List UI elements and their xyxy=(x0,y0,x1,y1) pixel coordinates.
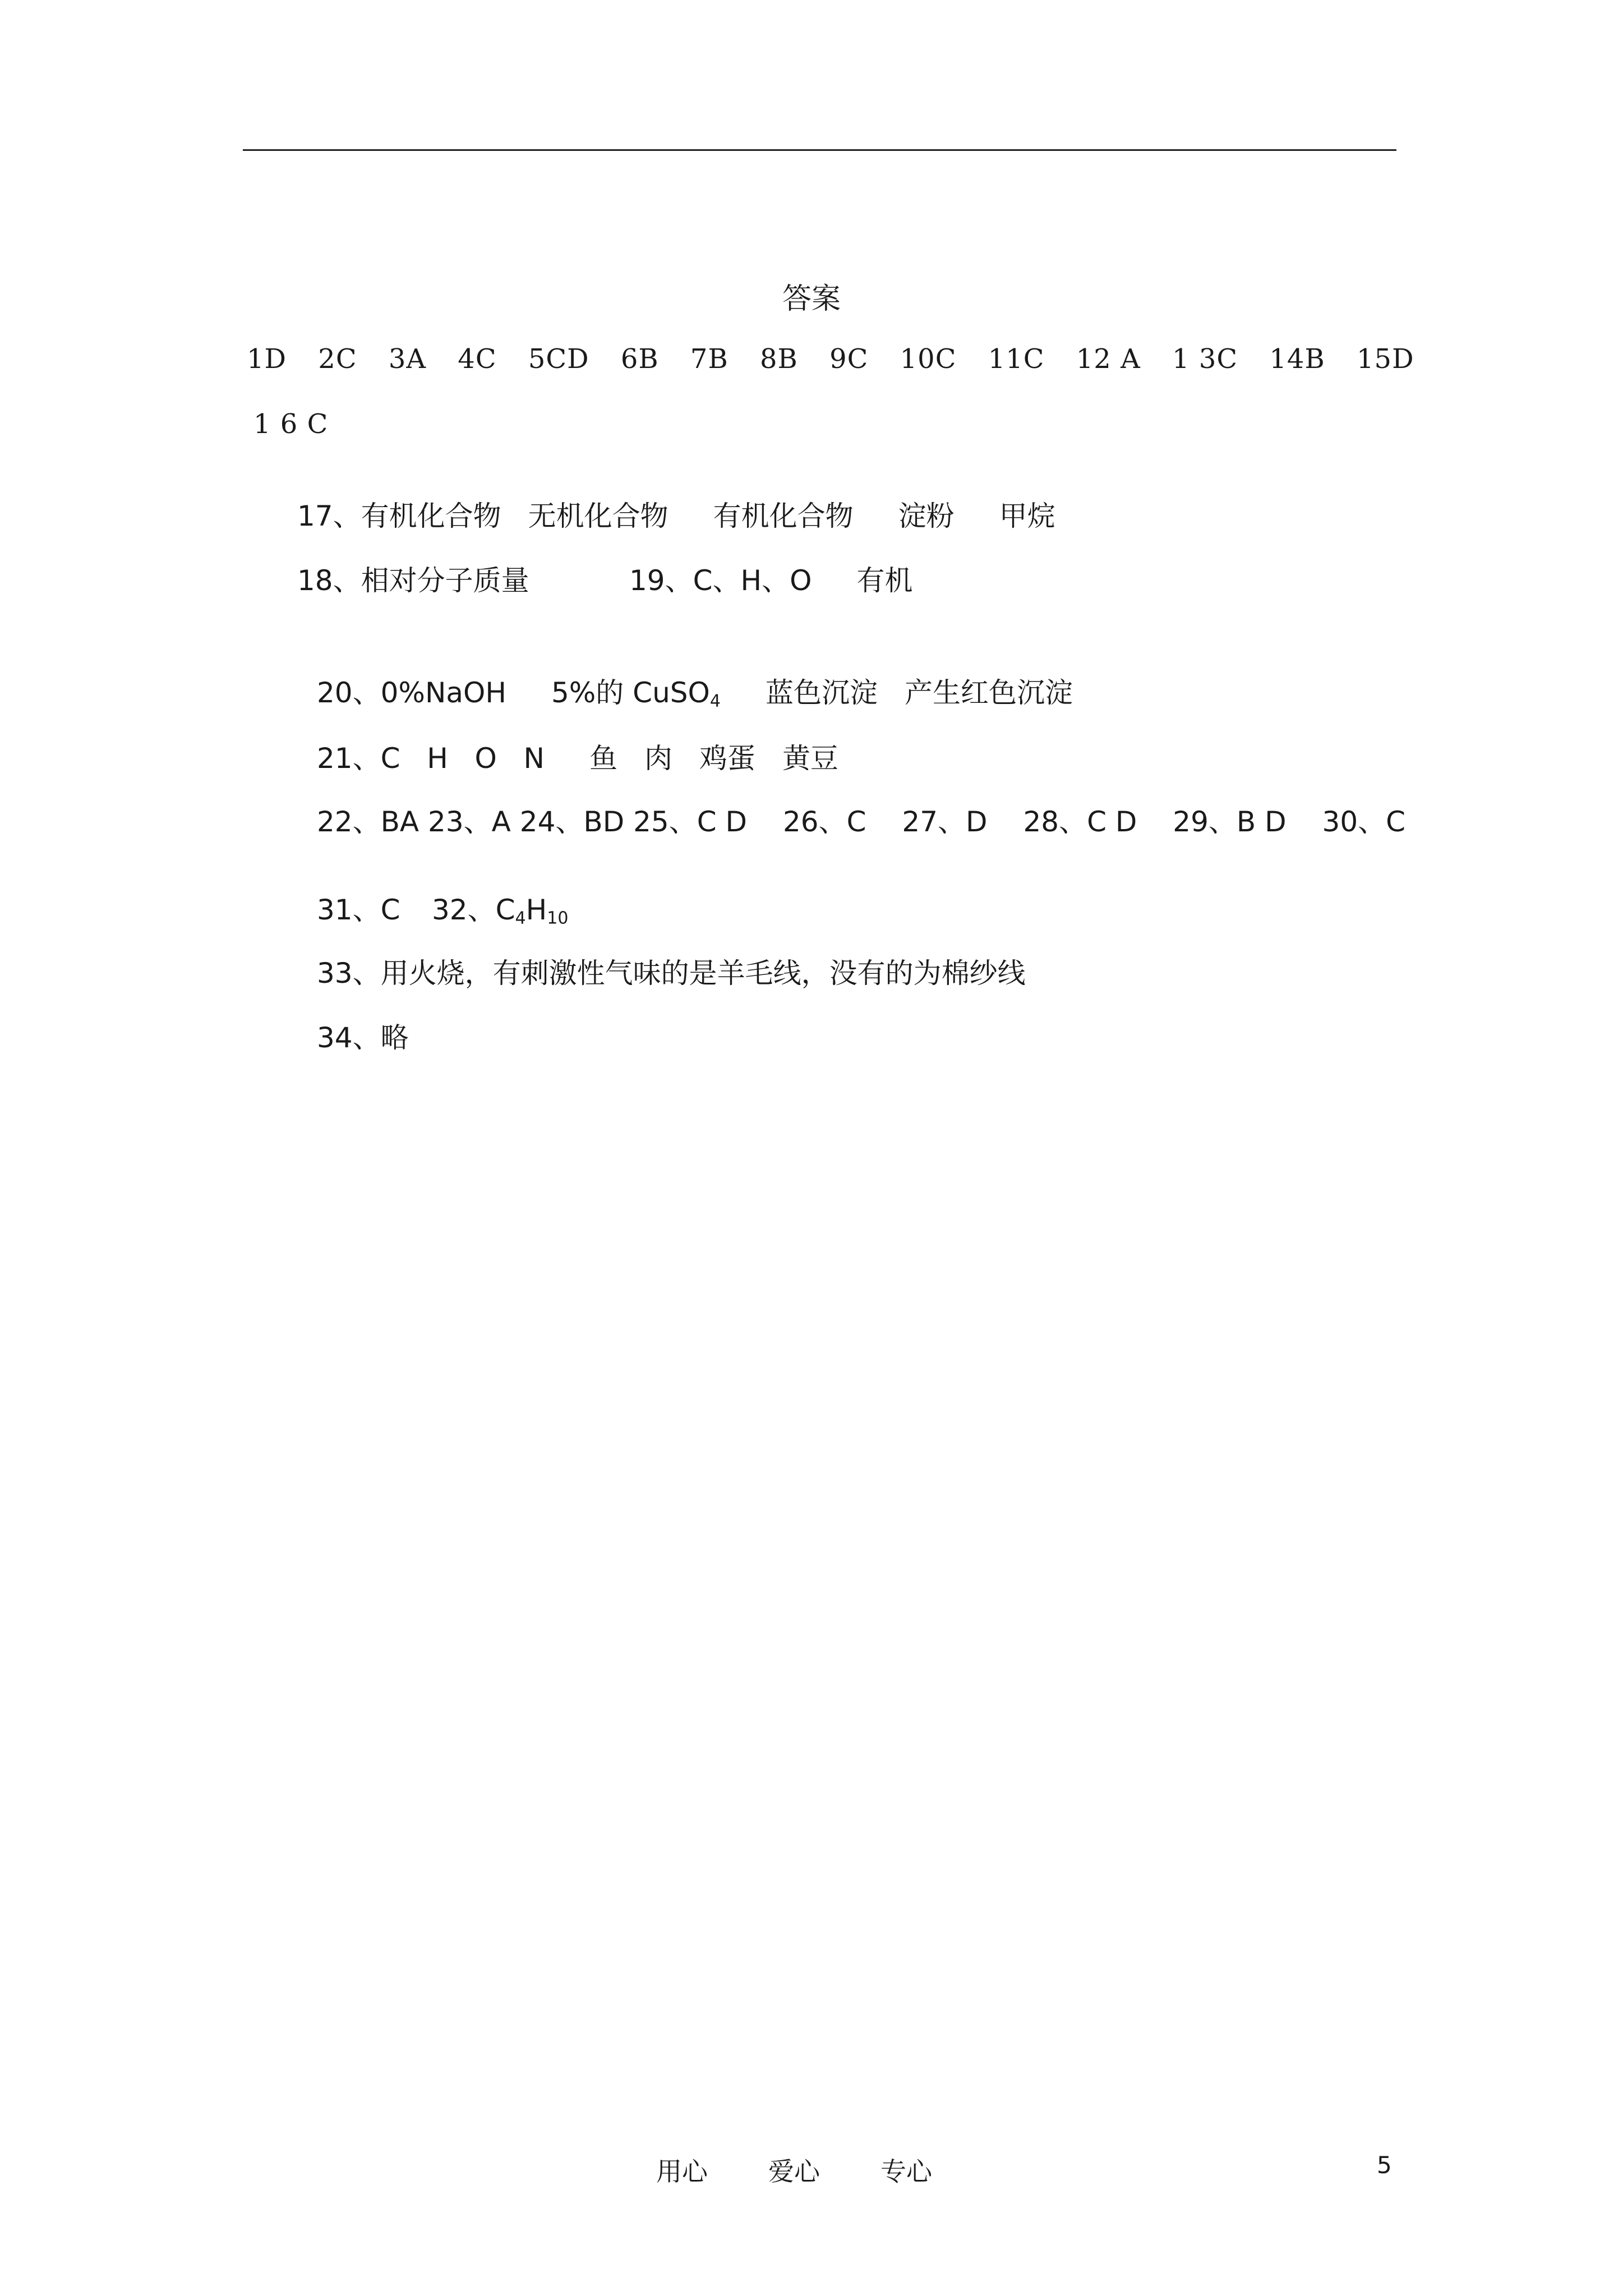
answer-item: 27、D xyxy=(902,806,988,838)
answer-item: 用火烧，有刺激性气味的是羊毛线，没有的为棉纱线 xyxy=(380,957,1026,990)
question-number: 17、 xyxy=(297,500,361,532)
answer: 1 3C xyxy=(1172,343,1238,375)
footer-item: 用心 xyxy=(656,2156,708,2187)
answer-item: 22、BA xyxy=(317,806,419,838)
answer-item: 24、BD xyxy=(519,806,625,838)
answer: 14B xyxy=(1269,343,1325,375)
answer: 9C xyxy=(829,343,869,375)
page-title: 答案 xyxy=(782,282,841,316)
answer-item: 0%NaOH xyxy=(380,677,506,709)
subscript: 4 xyxy=(709,691,721,711)
footer-item: 专心 xyxy=(880,2156,932,2187)
answer-item: 28、C D xyxy=(1023,806,1137,838)
page-number: 5 xyxy=(1377,2151,1392,2179)
answer-item: 肉 xyxy=(644,742,672,775)
question-number: 34、 xyxy=(317,1022,381,1054)
answer-18 xyxy=(297,558,529,599)
answer: 5CD xyxy=(528,343,589,375)
mc-answers-row-2 xyxy=(253,408,351,440)
answer-item: C xyxy=(380,894,400,926)
subscript: 4 xyxy=(515,908,526,928)
question-number: 31、 xyxy=(317,894,381,926)
formula-part: C xyxy=(495,894,515,926)
formula-part: H xyxy=(525,894,547,926)
answer: 12 A xyxy=(1076,343,1141,375)
header-rule xyxy=(243,149,1396,151)
answer-item: 有机化合物 xyxy=(713,500,854,532)
answer-34 xyxy=(317,1015,409,1056)
subscript: 10 xyxy=(547,908,569,928)
answer-item: 甲烷 xyxy=(999,500,1055,532)
answer-33 xyxy=(317,951,1026,991)
answer-item: 有机化合物 xyxy=(361,500,501,532)
answer: 7B xyxy=(690,343,728,375)
answer: 11C xyxy=(988,343,1045,375)
answer-item: 无机化合物 xyxy=(528,500,668,532)
answer: 2C xyxy=(318,343,357,375)
answer: 4C xyxy=(458,343,497,375)
answer-17 xyxy=(297,494,1055,534)
answer-item: C H O N xyxy=(380,742,545,775)
answer-item: 产生红色沉淀 xyxy=(904,677,1073,709)
mc-answers-row-1 xyxy=(247,343,1437,375)
answer-item: 相对分子质量 xyxy=(361,564,529,597)
answer-item: 略 xyxy=(380,1022,409,1054)
answer-item: 黄豆 xyxy=(782,742,838,775)
answer-item: 淀粉 xyxy=(898,500,955,532)
answer-19 xyxy=(629,558,913,599)
answers-22-30 xyxy=(317,799,1405,840)
question-number: 32、 xyxy=(432,894,496,926)
answer-item: 25、C D xyxy=(633,806,748,838)
answer-item: 鱼 xyxy=(589,742,617,775)
question-number: 21、 xyxy=(317,742,381,775)
answer: 3A xyxy=(388,343,427,375)
answer-20 xyxy=(317,670,1073,711)
answer-item: 有机 xyxy=(856,564,913,597)
answer-item: 鸡蛋 xyxy=(699,742,755,775)
question-number: 18、 xyxy=(297,564,361,597)
answer-item: C、H、O xyxy=(693,564,812,597)
answer-31 xyxy=(317,887,400,928)
answer-21 xyxy=(317,736,838,776)
answer: 1 6 C xyxy=(253,408,329,440)
question-number: 20、 xyxy=(317,677,381,709)
answer-item: 30、C xyxy=(1322,806,1406,838)
footer-item: 爱心 xyxy=(768,2156,820,2187)
answer-item: 蓝色沉淀 xyxy=(765,677,878,709)
answer: 1D xyxy=(247,343,287,375)
question-number: 33、 xyxy=(317,957,381,990)
answer-32 xyxy=(432,887,568,928)
answer: 10C xyxy=(900,343,957,375)
answer: 6B xyxy=(620,343,659,375)
answer: 15D xyxy=(1356,343,1414,375)
answer-item: 5%的 CuSO xyxy=(551,677,710,709)
answer-item: 23、A xyxy=(428,806,511,838)
answer: 8B xyxy=(760,343,798,375)
answer-item: 26、C xyxy=(782,806,866,838)
question-number: 19、 xyxy=(629,564,693,597)
answer-item: 29、B D xyxy=(1173,806,1287,838)
